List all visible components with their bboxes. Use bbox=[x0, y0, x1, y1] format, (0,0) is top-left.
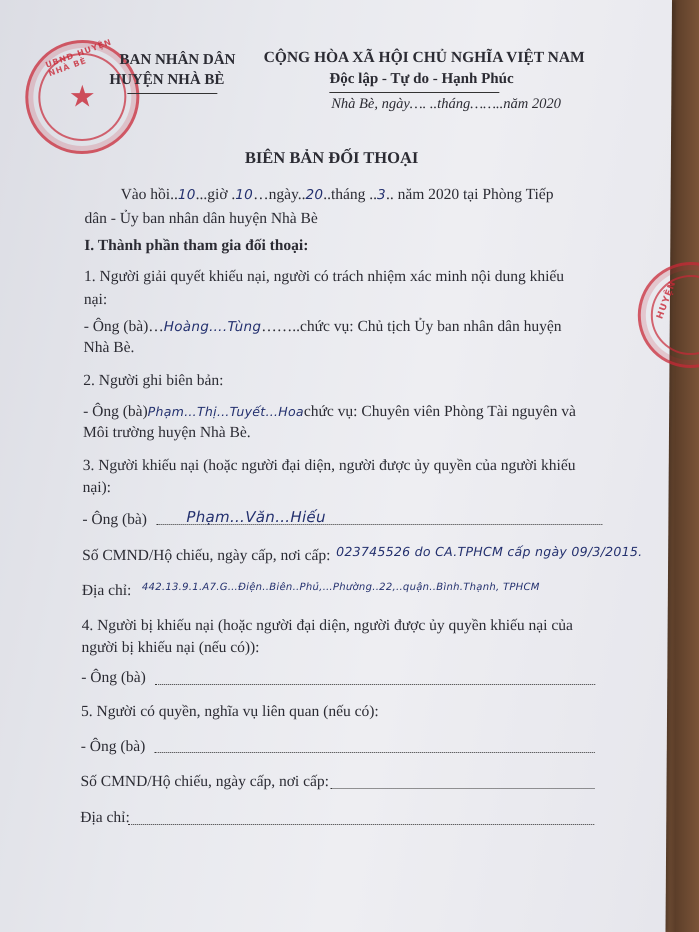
item3-line1: 3. Người khiếu nại (hoặc người đại diện, người được ủy quyền của người khiếu bbox=[82, 457, 576, 474]
person-prefix: - Ông (bà) bbox=[83, 318, 149, 335]
item5-line1: 5. Người có quyền, nghĩa vụ liên quan (nếu có): bbox=[80, 703, 379, 720]
agency-underline bbox=[127, 93, 217, 94]
intro-dots: .. bbox=[385, 186, 398, 203]
intro-dots: .. bbox=[170, 186, 178, 203]
item1-role: chức vụ: Chủ tịch Ủy ban nhân dân huyện bbox=[299, 318, 562, 335]
item4-line2: người bị khiếu nại (nếu có)): bbox=[81, 639, 260, 656]
intro-month: 3 bbox=[377, 187, 387, 203]
intro-hour: 10 bbox=[177, 187, 196, 203]
nation-motto: Độc lập - Tự do - Hạnh Phúc bbox=[329, 71, 514, 87]
intro-dots: .. bbox=[297, 186, 306, 203]
intro-dots: … bbox=[253, 186, 269, 203]
intro-minute: 10 bbox=[235, 187, 254, 203]
place-date: Nhà Bè, ngày…. ..tháng……..năm 2020 bbox=[331, 96, 561, 112]
nation-name: CỘNG HÒA XÃ HỘI CHỦ NGHĨA VIỆT NAM bbox=[263, 49, 585, 66]
intro-dots: .. bbox=[365, 186, 378, 203]
item1-role-line2: Nhà Bè. bbox=[83, 339, 135, 356]
item3-id-label: Số CMND/Hộ chiếu, ngày cấp, nơi cấp: bbox=[82, 547, 331, 564]
official-stamp-partial bbox=[637, 262, 699, 368]
item5-address-label: Địa chỉ: bbox=[80, 809, 130, 826]
intro-text-e: năm 2020 tại Phòng Tiếp bbox=[397, 186, 554, 203]
intro-dots: ... bbox=[195, 186, 208, 203]
stamp-text-partial: HUYỆN bbox=[655, 279, 679, 321]
item3-id-value: 023745526 do CA.TPHCM cấp ngày 09/3/2015. bbox=[336, 544, 643, 559]
item5-person-prefix: - Ông (bà) bbox=[80, 738, 146, 755]
intro-text-c: ngày bbox=[268, 186, 298, 203]
item2-line1: 2. Người ghi biên bản: bbox=[83, 372, 224, 389]
dots: … bbox=[148, 318, 164, 335]
section1-heading: I. Thành phần tham gia đối thoại: bbox=[84, 237, 309, 254]
item1-line1: 1. Người giải quyết khiếu nại, người có trách nhiệm xác minh nội dung khiếu bbox=[84, 268, 565, 285]
person-prefix: - Ông (bà) bbox=[83, 403, 148, 420]
item4-person-prefix: - Ông (bà) bbox=[81, 669, 146, 686]
stamp-star-icon: ★ bbox=[68, 79, 96, 115]
item2-person bbox=[83, 402, 576, 422]
intro-text-a: Vào hồi bbox=[120, 186, 171, 203]
agency-line1: BAN NHÂN DÂN bbox=[119, 52, 236, 68]
intro-dots: .. bbox=[323, 186, 332, 203]
item3-line2: nại): bbox=[82, 479, 112, 496]
intro-dots: . bbox=[227, 186, 236, 203]
item2-role-line2: Môi trường huyện Nhà Bè. bbox=[82, 424, 251, 441]
item1-line2: nại: bbox=[83, 291, 108, 308]
item3-address-value: 442.13.9.1.A7.G…Điện..Biên..Phủ,…Phường..22,..quận..Bình.Thạnh, TPHCM bbox=[141, 582, 540, 593]
item5-address-dotted-line bbox=[128, 824, 594, 825]
agency-line2: HUYỆN NHÀ BÈ bbox=[109, 72, 225, 88]
intro-text-d: tháng bbox=[330, 186, 366, 203]
item3-person-prefix: - Ông (bà) bbox=[82, 511, 147, 528]
item4-person-dotted-line bbox=[155, 684, 595, 685]
item1-person bbox=[84, 317, 562, 337]
item2-person-name: Phạm…Thị…Tuyết…Hoa bbox=[147, 404, 304, 419]
item3-person-dotted-line bbox=[156, 524, 602, 525]
intro-day: 20 bbox=[305, 187, 324, 203]
item4-line1: 4. Người bị khiếu nại (hoặc người đại diện, người được ủy quyền khiếu nại của bbox=[81, 617, 573, 634]
intro-line2: dân - Ủy ban nhân dân huyện Nhà Bè bbox=[84, 210, 318, 227]
intro-line1 bbox=[121, 185, 554, 205]
intro-text-b: giờ bbox=[207, 186, 228, 203]
stamp-text: UBND HUYỆN NHÀ BÈ bbox=[44, 37, 114, 79]
item5-person-dotted-line bbox=[155, 752, 595, 753]
item1-person-name: Hoàng….Tùng bbox=[163, 319, 262, 335]
document-title: BIÊN BẢN ĐỐI THOẠI bbox=[244, 148, 419, 167]
item2-role: chức vụ: Chuyên viên Phòng Tài nguyên và bbox=[303, 403, 576, 420]
item5-id-label: Số CMND/Hộ chiếu, ngày cấp, nơi cấp: bbox=[80, 773, 330, 790]
item3-person-name: Phạm…Văn…Hiếu bbox=[186, 508, 326, 526]
dots: …….. bbox=[261, 318, 301, 335]
item3-address-label: Địa chỉ: bbox=[81, 582, 132, 599]
item5-id-dotted-line bbox=[330, 788, 594, 789]
